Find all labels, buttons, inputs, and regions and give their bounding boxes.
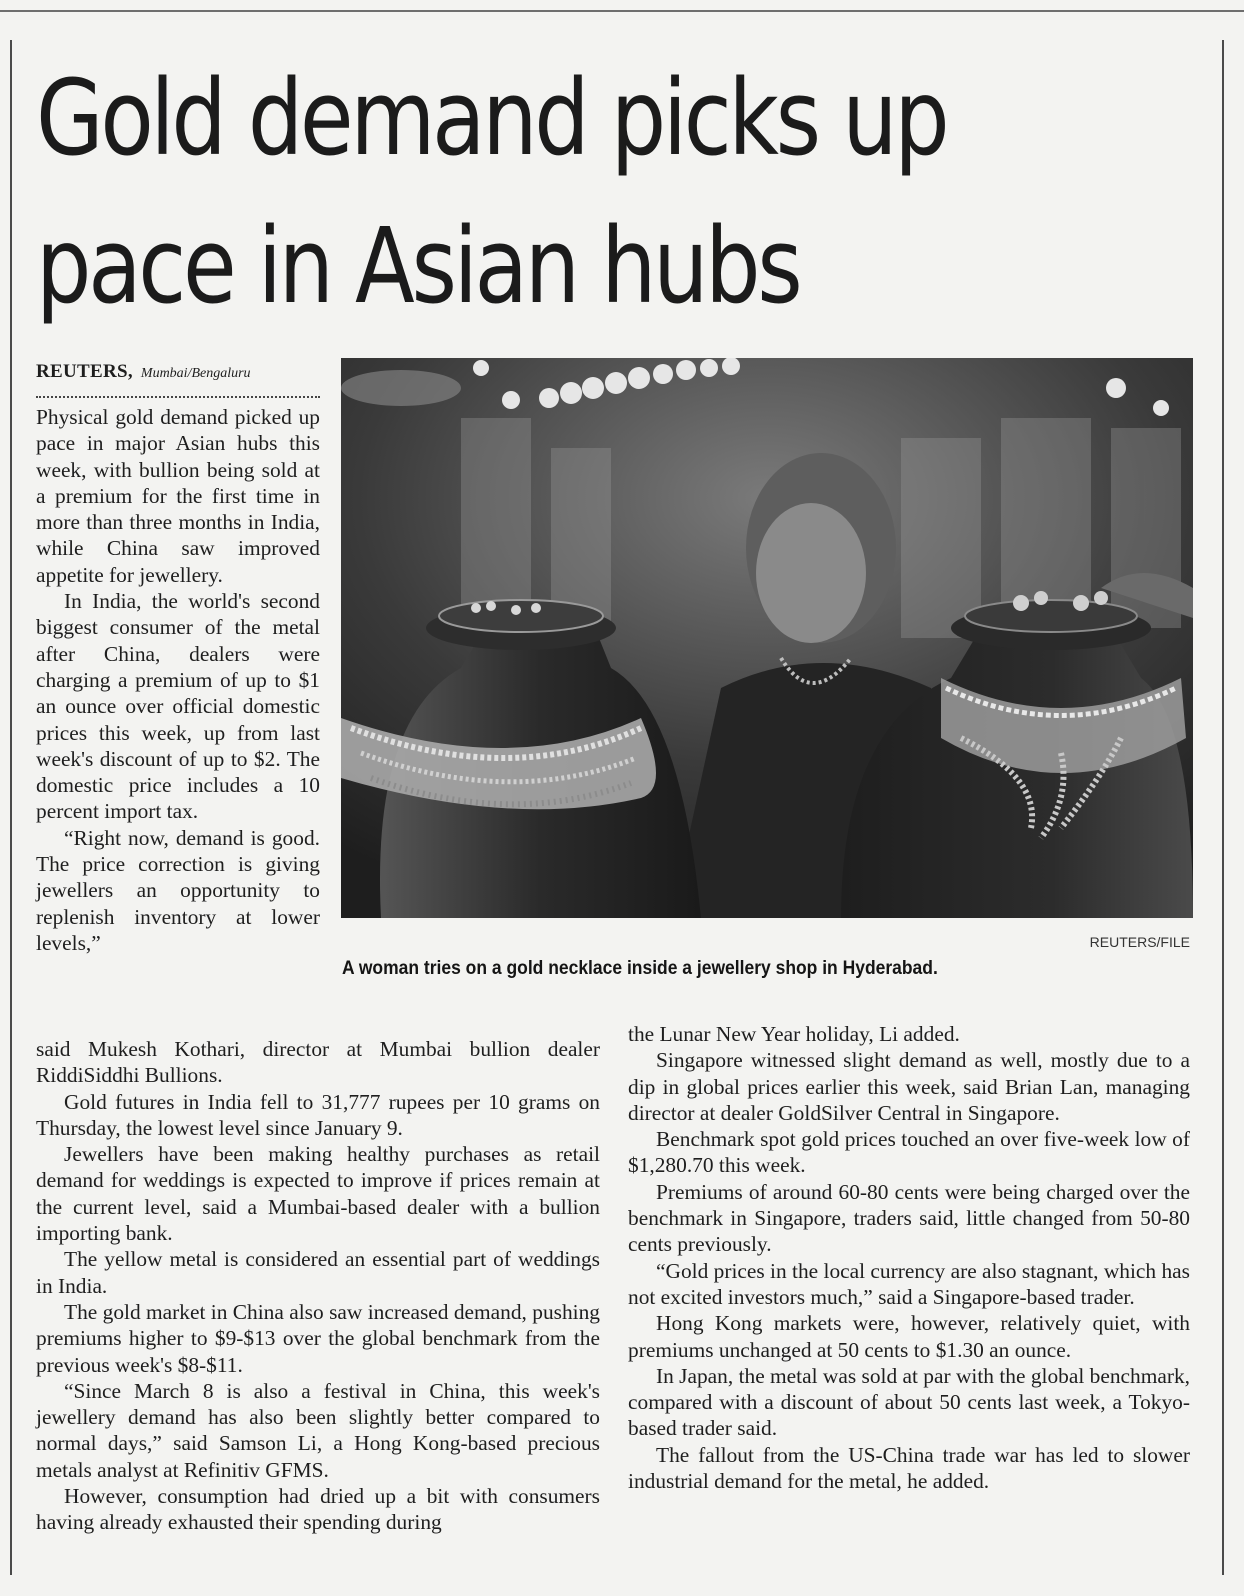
photo-credit: REUTERS/FILE [1089,934,1190,950]
photo-caption: A woman tries on a gold necklace inside a jewellery shop in Hyderabad. [342,958,938,979]
article-column-2 [36,1036,600,1536]
paragraph: The gold market in China also saw increased demand, pushing premiums higher to $9-$13 over the global benchmark from the previous week's $8-$11. [36,1299,600,1377]
article-column-1 [36,404,320,956]
byline-dotted-divider [36,396,320,398]
news-photo [341,358,1193,918]
byline [36,362,326,384]
headline: Gold demand picks up pace in Asian hubs [36,57,947,327]
paragraph: Hong Kong markets were, however, relatively quiet, with premiums unchanged at 50 cents to $1.30 an ounce. [628,1311,1190,1362]
paragraph: In Japan, the metal was sold at par with the global benchmark, compared with a discount of about 50 cents last week, a Tokyo-based trader said. [628,1363,1191,1441]
paragraph: In India, the world's second biggest consumer of the metal after China, dealers were charging a premium of up to $1 an ounce over official domestic prices this week, up from last week's discount of up to $2. The domestic price includes a 10 percent import tax. [36,589,320,824]
right-border-rule [1222,40,1224,1575]
byline-agency: REUTERS, [36,361,133,382]
paragraph: The yellow metal is considered an essential part of weddings in India. [36,1247,600,1298]
paragraph: the Lunar New Year holiday, Li added. [628,1022,960,1046]
paragraph: “Right now, demand is good. The price correction is giving jewellers an opportunity to replenish inventory at lower levels,” [36,825,320,955]
top-rule [0,10,1244,12]
paragraph: said Mukesh Kothari, director at Mumbai bullion dealer RiddiSiddhi Bullions. [36,1037,600,1088]
paragraph: Physical gold demand picked up pace in major Asian hubs this week, with bullion being sold at a premium for the first time in more than three months in India, while China saw improved appetite for jewellery. [36,405,320,587]
paragraph: Singapore witnessed slight demand as well, mostly due to a dip in global prices earlier this week, said Brian Lan, managing director at dealer GoldSilver Central in Singapore. [628,1048,1190,1125]
paragraph: Benchmark spot gold prices touched an over five-week low of $1,280.70 this week. [628,1127,1190,1178]
paragraph: Gold futures in India fell to 31,777 rupees per 10 grams on Thursday, the lowest level since January 9. [36,1089,600,1140]
paragraph: “Since March 8 is also a festival in China, this week's jewellery demand has also been slightly better compared to normal days,” said Samson Li, a Hong Kong-based precious metals analyst at Refinitiv GFMS. [36,1378,600,1482]
paragraph: Premiums of around 60-80 cents were being charged over the benchmark in Singapore, traders said, little changed from 50-80 cents previously. [628,1179,1190,1257]
paragraph: The fallout from the US-China trade war has led to slower industrial demand for the metal, he added. [628,1442,1190,1494]
byline-location: Mumbai/Bengaluru [140,366,251,381]
paragraph: “Gold prices in the local currency are also stagnant, which has not excited investors much,” said a Singapore-based trader. [628,1258,1190,1309]
jewellery-shop-photo [341,358,1193,918]
left-border-rule [10,40,12,1575]
article-column-3 [628,1021,1190,1494]
paragraph: However, consumption had dried up a bit with consumers having already exhausted their spending during [36,1484,600,1535]
paragraph: Jewellers have been making healthy purchases as retail demand for weddings is expected to improve if prices remain at the current level, said a Mumbai-based dealer with a bullion importing bank. [36,1142,600,1246]
